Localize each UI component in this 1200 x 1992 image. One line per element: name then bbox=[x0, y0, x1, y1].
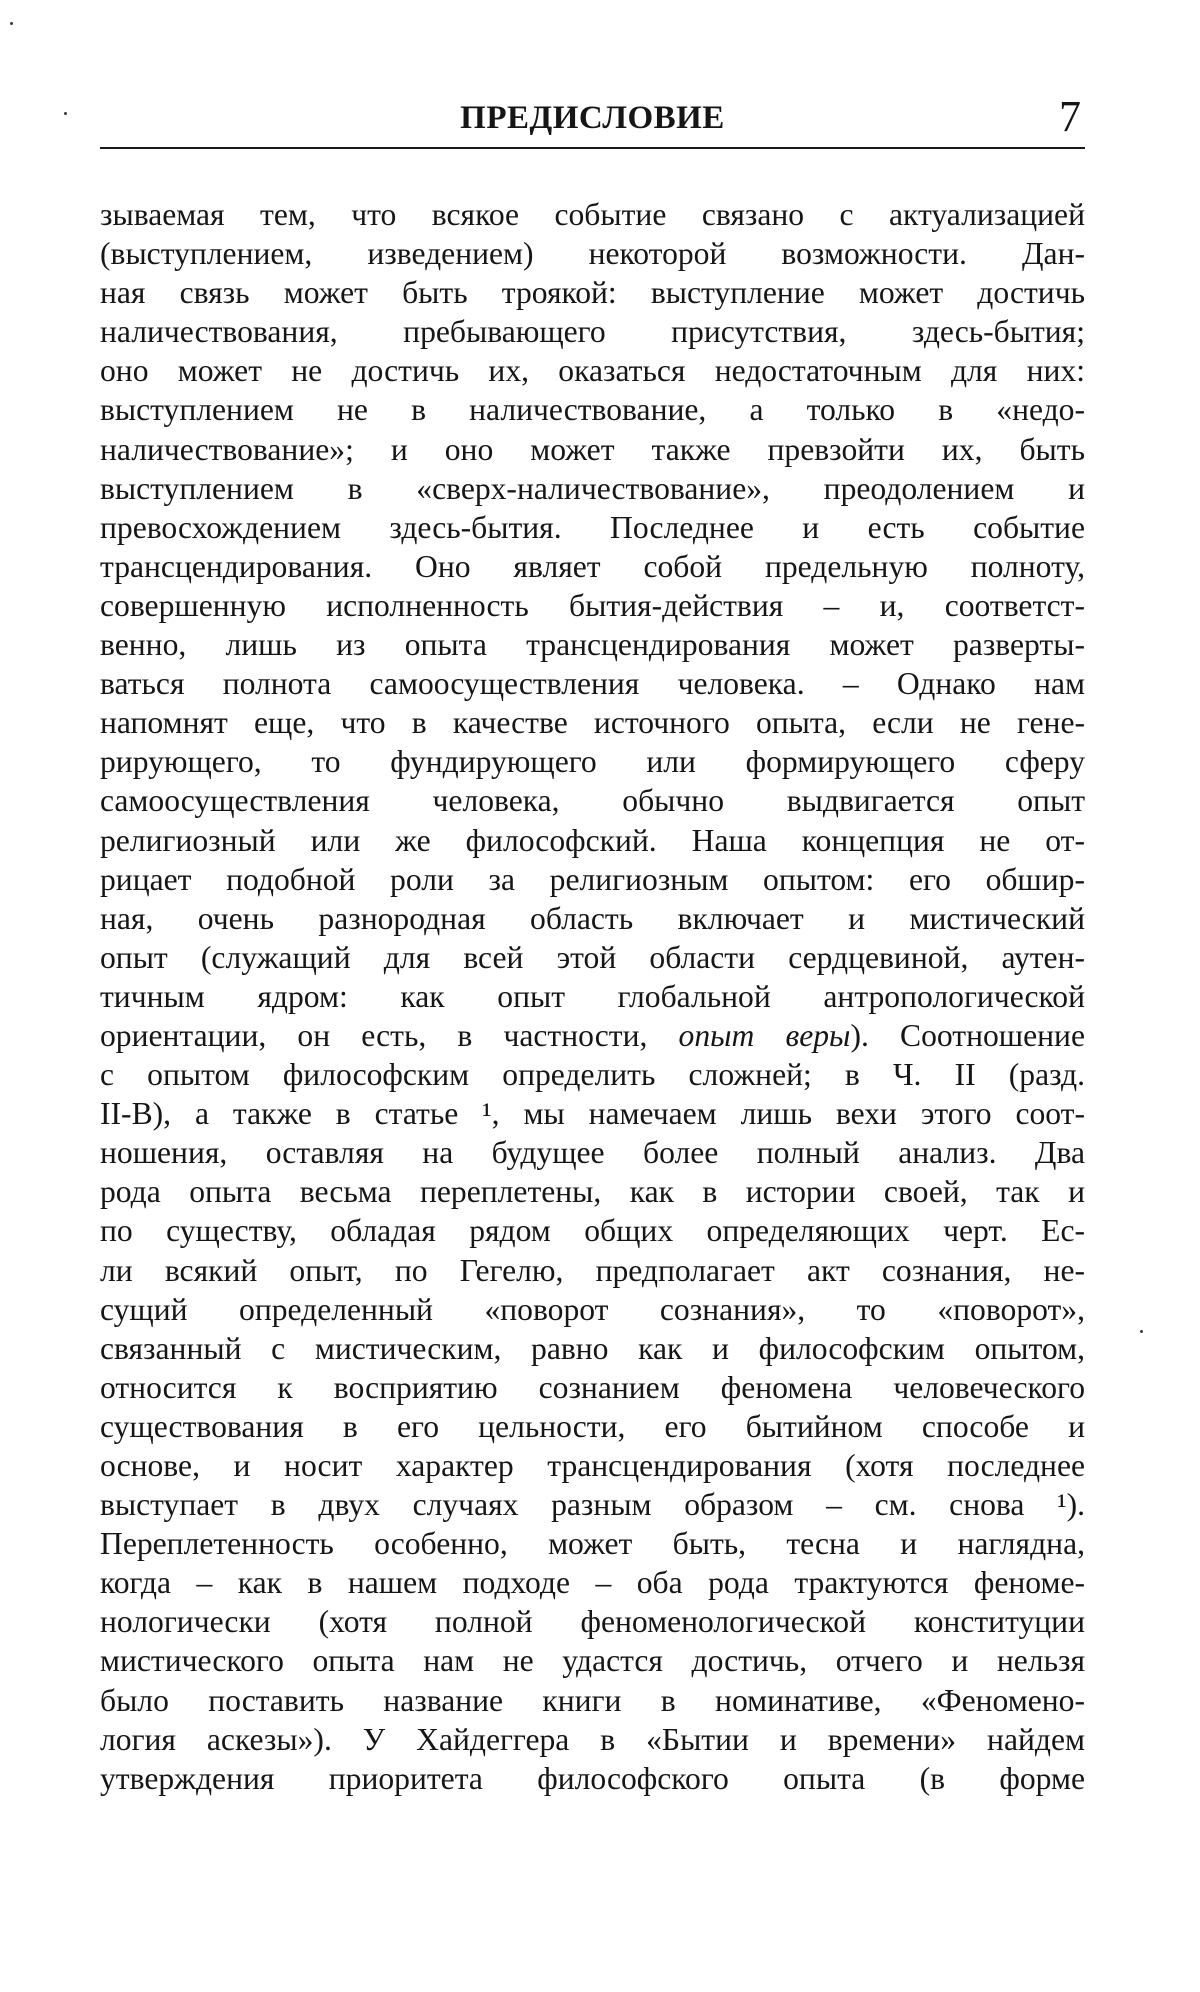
text-line: зываемая тем, что всякое событие связано с актуализацией bbox=[100, 197, 1085, 232]
text-line: оно может не достичь их, оказаться недостаточным для них: bbox=[100, 353, 1085, 389]
text-line: с опытом философским определить сложней; в Ч. II (разд. bbox=[100, 1057, 1085, 1093]
body-text bbox=[100, 195, 1085, 1798]
text-line: Переплетенность особенно, может быть, тесна и наглядна, bbox=[100, 1526, 1085, 1562]
text-line: относится к восприятию сознанием феномена человеческого bbox=[100, 1369, 1085, 1405]
text-line: логия аскезы»). У Хайдеггера в «Бытии и времени» найдем bbox=[100, 1721, 1085, 1757]
text-line: сущий определенный «поворот сознания», то «поворот», bbox=[100, 1291, 1085, 1327]
text-line: ная связь может быть троякой: выступление может достичь bbox=[100, 275, 1085, 311]
text-line: трансцендирования. Оно являет собой предельную полноту, bbox=[100, 548, 1085, 584]
text-line: рицает подобной роли за религиозным опытом: его обшир- bbox=[100, 861, 1085, 897]
scan-speck bbox=[10, 22, 13, 25]
page-number: 7 bbox=[1059, 92, 1081, 141]
text-line: наличествования, пребывающего присутствия, здесь-бытия; bbox=[100, 314, 1085, 350]
text-line: рирующего, то фундирующего или формирующего сферу bbox=[100, 744, 1085, 780]
text-line: наличествование»; и оно может также превзойти их, быть bbox=[100, 431, 1085, 467]
text-line: (выступлением, изведением) некоторой возможности. Дан- bbox=[100, 236, 1085, 272]
text-line: нологически (хотя полной феноменологической конституции bbox=[100, 1604, 1085, 1640]
text-line: выступлением не в наличествование, а только в «недо- bbox=[100, 392, 1085, 428]
text-line: превосхождением здесь-бытия. Последнее и есть событие bbox=[100, 509, 1085, 545]
text-line: опыт (служащий для всей этой области сердцевиной, аутен- bbox=[100, 939, 1085, 975]
italic-emphasis: опыт веры bbox=[678, 1017, 851, 1053]
text-line: основе, и носит характер трансцендирования (хотя последнее bbox=[100, 1448, 1085, 1483]
text-run: ориентации, он есть, в частности, bbox=[100, 1017, 679, 1053]
text-line: самоосуществления человека, обычно выдвигается опыт bbox=[100, 783, 1085, 819]
text-line: существования в его цельности, его бытийном способе и bbox=[100, 1408, 1085, 1444]
scan-speck bbox=[64, 112, 67, 115]
scan-speck bbox=[1140, 1330, 1143, 1333]
text-line: выступает в двух случаях разным образом – см. снова ¹). bbox=[100, 1487, 1085, 1523]
text-line: тичным ядром: как опыт глобальной антропологической bbox=[100, 978, 1085, 1014]
text-line: ли всякий опыт, по Гегелю, предполагает акт сознания, не- bbox=[100, 1252, 1085, 1288]
text-line: связанный с мистическим, равно как и философским опытом, bbox=[100, 1330, 1085, 1366]
text-line: II-В), а также в статье ¹, мы намечаем лишь вехи этого соот- bbox=[100, 1096, 1085, 1132]
text-line: было поставить название книги в номинативе, «Феномено- bbox=[100, 1682, 1085, 1718]
text-line: религиозный или же философский. Наша концепция не от- bbox=[100, 822, 1085, 858]
text-line: рода опыта весьма переплетены, как в истории своей, так и bbox=[100, 1174, 1085, 1210]
running-head bbox=[100, 92, 1085, 146]
text-run: ). Соотношение bbox=[850, 1017, 1085, 1053]
text-line: совершенную исполненность бытия-действия – и, соответст- bbox=[100, 587, 1085, 623]
text-line: выступлением в «сверх-наличествование», преодолением и bbox=[100, 470, 1085, 506]
text-line: венно, лишь из опыта трансцендирования может разверты- bbox=[100, 627, 1085, 663]
running-title: ПРЕДИСЛОВИЕ bbox=[460, 100, 725, 136]
text-line: ная, очень разнородная область включает и мистический bbox=[100, 900, 1085, 936]
text-line: когда – как в нашем подходе – оба рода трактуются феноме- bbox=[100, 1565, 1085, 1601]
text-line: ношения, оставляя на будущее более полный анализ. Два bbox=[100, 1135, 1085, 1171]
text-line-with-italic bbox=[100, 1016, 1085, 1055]
text-line: по существу, обладая рядом общих определяющих черт. Ес- bbox=[100, 1213, 1085, 1249]
text-line: мистического опыта нам не удастся достичь, отчего и нельзя bbox=[100, 1643, 1085, 1679]
text-line: напомнят еще, что в качестве источного опыта, если не гене- bbox=[100, 705, 1085, 741]
text-line: утверждения приоритета философского опыта (в форме bbox=[100, 1760, 1085, 1796]
text-line: ваться полнота самоосуществления человека. – Однако нам bbox=[100, 666, 1085, 702]
header-rule bbox=[100, 147, 1085, 149]
